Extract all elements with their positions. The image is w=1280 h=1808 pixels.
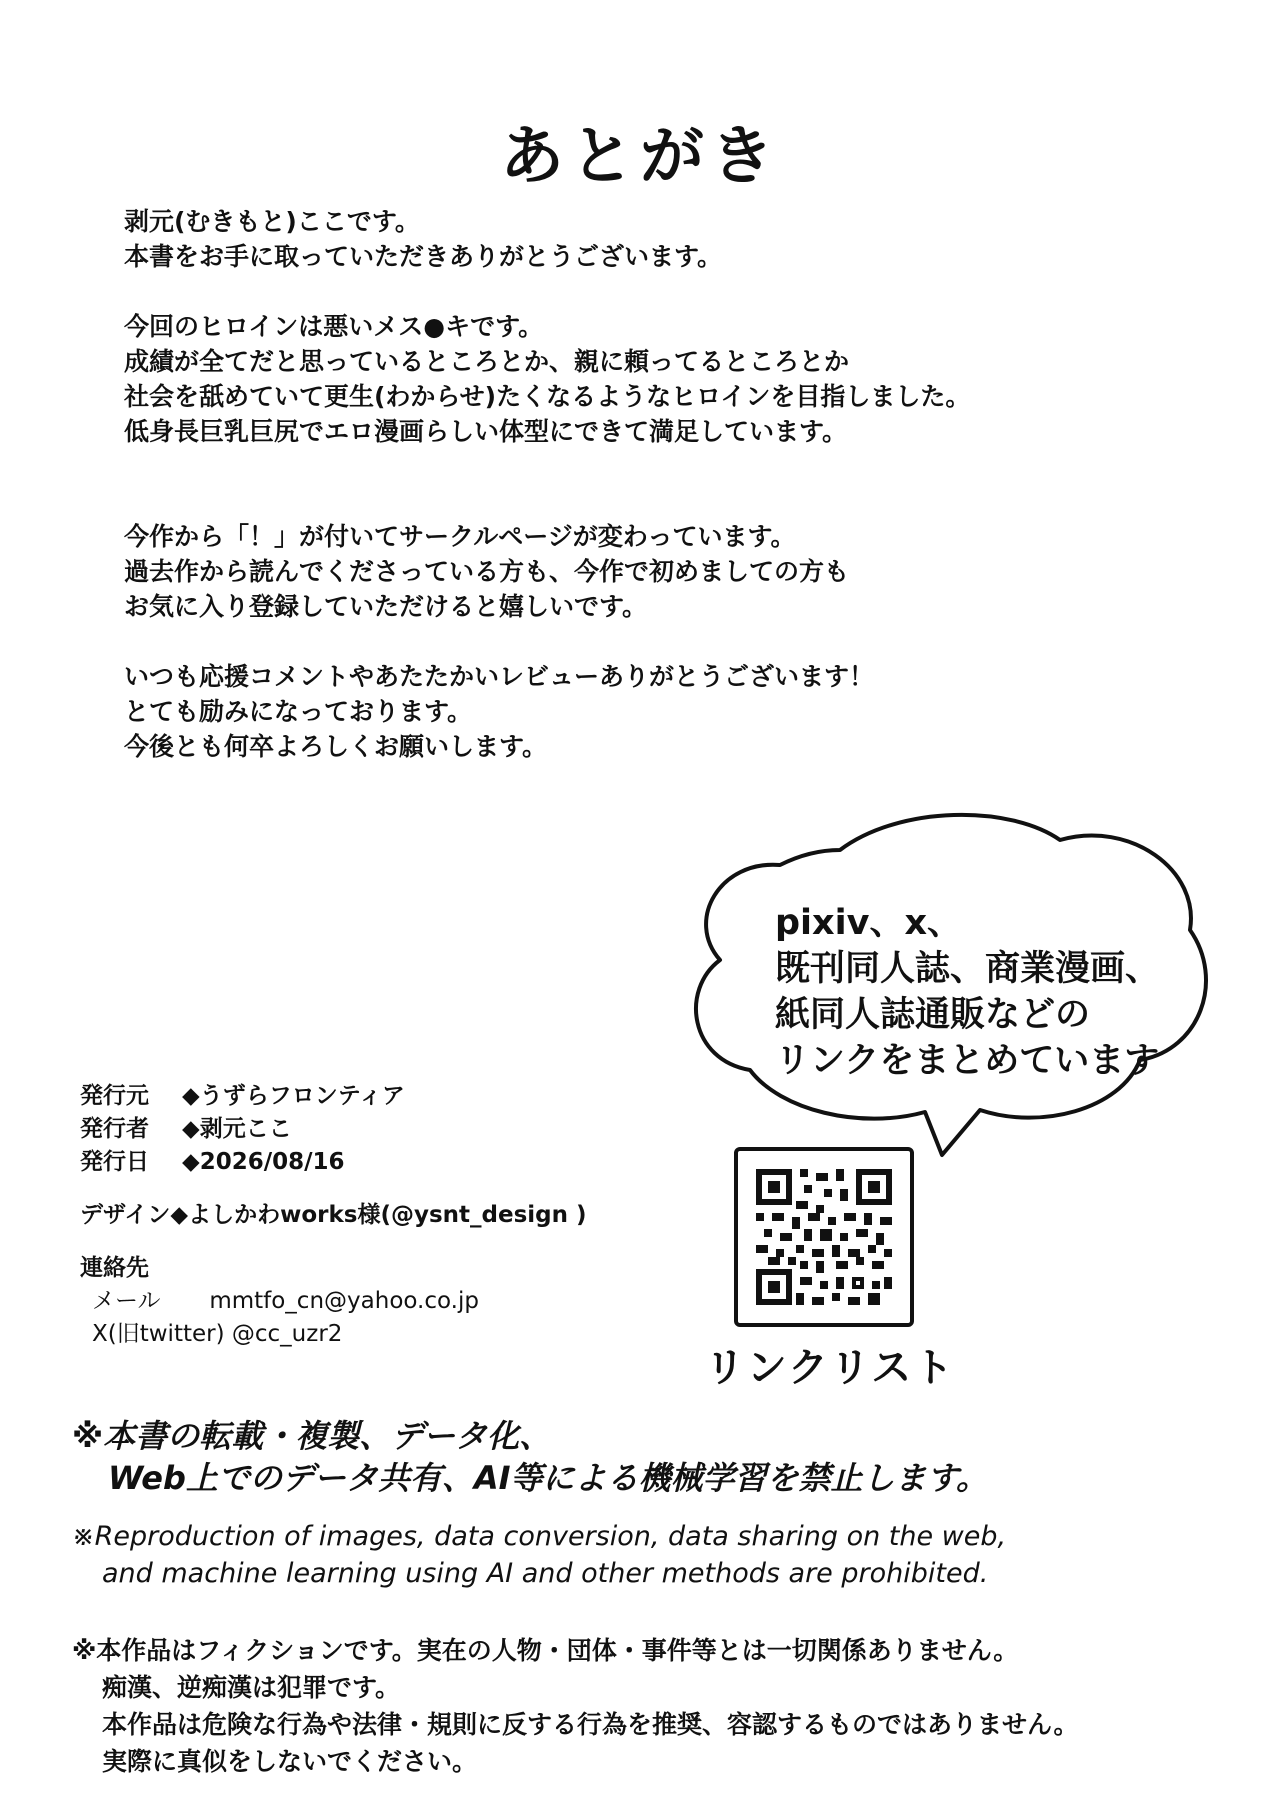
text-line: 今回のヒロインは悪いメス●キです。 — [124, 312, 544, 341]
contact-key: X(旧twitter) — [92, 1321, 225, 1347]
colophon-value: ◆剥元ここ — [182, 1116, 292, 1142]
colophon-label: 発行日 — [80, 1149, 149, 1175]
bubble-line: pixiv、x、 — [775, 903, 963, 943]
mail-address[interactable]: mmtfo_cn@yahoo.co.jp — [209, 1288, 479, 1314]
contact-label: 連絡先 — [80, 1255, 149, 1281]
colophon — [80, 1080, 680, 1351]
fiction-disclaimer — [72, 1632, 1232, 1780]
qr-code[interactable] — [734, 1147, 914, 1327]
paragraph-heroine — [124, 309, 1164, 449]
reproduction-notice-jp — [72, 1415, 1222, 1499]
bubble-line: 既刊同人誌、商業漫画、 — [775, 949, 1161, 989]
colophon-design: デザイン◆よしかわworks様(@ysnt_design ) — [80, 1202, 587, 1228]
bubble-text — [775, 900, 1215, 1084]
notice-line: ※Reproduction of images, data conversion, data sharing on the web, — [72, 1521, 1007, 1552]
disclaimer-line: ※本作品はフィクションです。実在の人物・団体・事件等とは一切関係ありません。 — [72, 1636, 1019, 1665]
bubble-line: リンクをまとめています — [775, 1041, 1160, 1081]
notice-line: Web上でのデータ共有、AI等による機械学習を禁止します。 — [108, 1459, 988, 1497]
text-line: いつも応援コメントやあたたかいレビューありがとうございます！ — [124, 662, 875, 691]
colophon-value: ◆うずらフロンティア — [182, 1083, 405, 1109]
contact-x — [80, 1318, 680, 1351]
text-line: 本書をお手に取っていただきありがとうございます。 — [124, 242, 723, 271]
contact-block — [80, 1252, 680, 1351]
colophon-label: 発行者 — [80, 1116, 149, 1142]
qr-code-icon — [756, 1169, 892, 1305]
disclaimer-line: 実際に真似をしないでください。 — [102, 1747, 478, 1776]
contact-key: メール — [92, 1288, 161, 1314]
notice-line: and machine learning using AI and other methods are prohibited. — [102, 1558, 989, 1589]
paragraph-circle-page — [124, 519, 1164, 624]
text-line: 低身長巨乳巨尻でエロ漫画らしい体型にできて満足しています。 — [124, 417, 848, 446]
text-line: とても励みになっております。 — [124, 697, 473, 726]
x-handle[interactable]: @cc_uzr2 — [231, 1321, 343, 1347]
text-line: 今作から「！」が付いてサークルページが変わっています。 — [124, 522, 796, 551]
colophon-date — [80, 1146, 680, 1179]
disclaimer-line: 痴漢、逆痴漢は犯罪です。 — [102, 1673, 401, 1702]
text-line: お気に入り登録していただけると嬉しいです。 — [124, 592, 648, 621]
paragraph-greeting — [124, 204, 1164, 274]
reproduction-notice-en — [72, 1518, 1222, 1592]
colophon-label: 発行元 — [80, 1083, 149, 1109]
colophon-issuer — [80, 1113, 680, 1146]
page-title: あとがき — [500, 120, 780, 194]
bubble-line: 紙同人誌通販などの — [775, 995, 1091, 1035]
colophon-publisher — [80, 1080, 680, 1113]
text-line: 社会を舐めていて更生(わからせ)たくなるようなヒロインを目指しました。 — [124, 382, 971, 411]
text-line: 今後とも何卒よろしくお願いします。 — [124, 732, 548, 761]
paragraph-thanks — [124, 659, 1164, 764]
text-line: 過去作から読んでくださっている方も、今作で初めましての方も — [124, 557, 850, 586]
colophon-value: ◆2026/08/16 — [182, 1149, 345, 1175]
afterword-body — [124, 204, 1164, 799]
contact-mail — [80, 1285, 680, 1318]
qr-caption: リンクリスト — [704, 1345, 956, 1391]
text-line: 剥元(むきもと)ここです。 — [124, 207, 420, 236]
text-line: 成績が全てだと思っているところとか、親に頼ってるところとか — [124, 347, 850, 376]
speech-bubble — [680, 810, 1220, 1190]
notice-line: ※本書の転載・複製、データ化、 — [72, 1417, 552, 1455]
disclaimer-line: 本作品は危険な行為や法律・規則に反する行為を推奨、容認するものではありません。 — [102, 1710, 1079, 1739]
